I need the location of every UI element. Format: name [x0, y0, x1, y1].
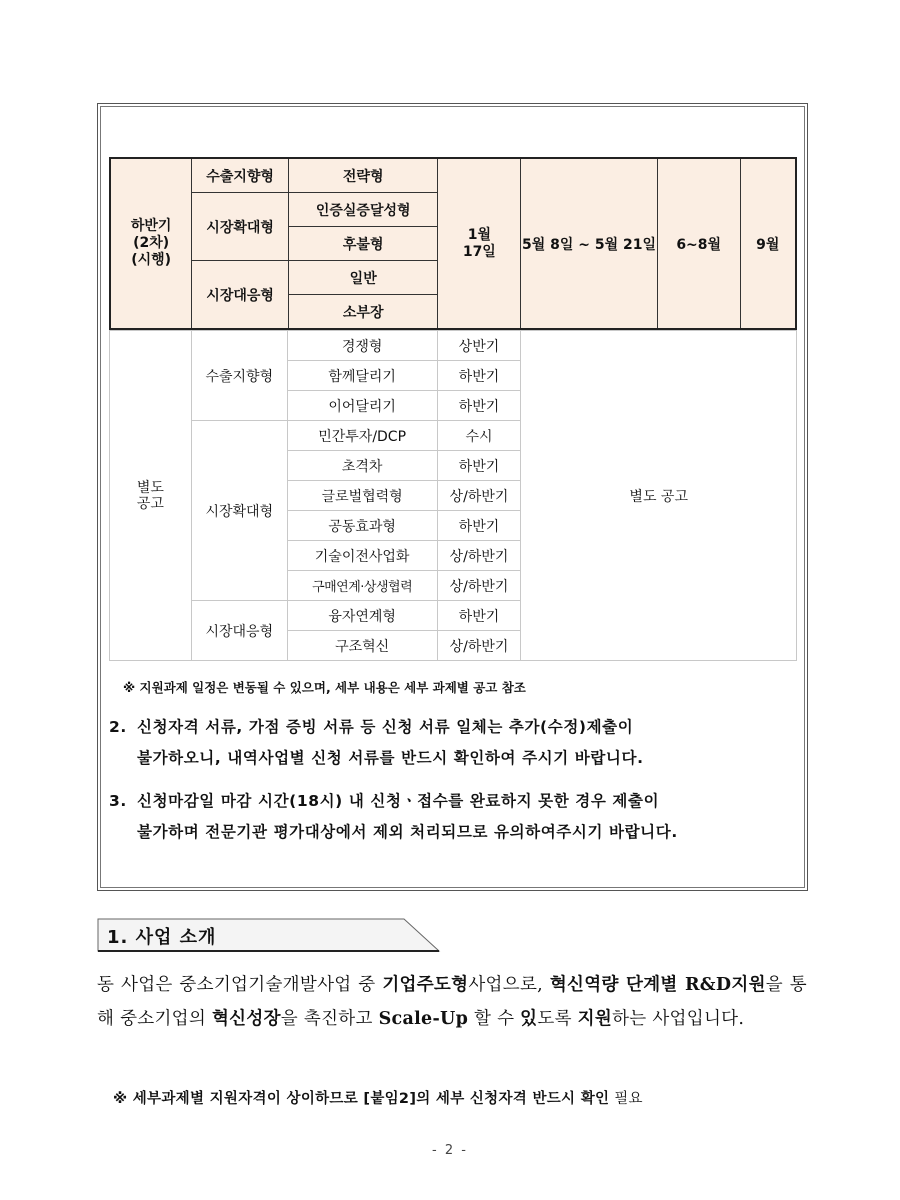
section-title: 1. 사업 소개 — [107, 927, 217, 948]
item-text-line: 불가하오니, 내역사업별 신청 서류를 반드시 확인하여 주시기 바랍니다. — [137, 749, 644, 767]
item-timing-cell: 하반기 — [437, 511, 521, 541]
item-text-line: 신청마감일 마감 시간(18시) 내 신청ㆍ접수를 완료하지 못한 경우 제출이 — [137, 792, 660, 810]
merged-note-cell: 별도 공고 — [521, 331, 797, 661]
type-cell: 소부장 — [288, 295, 438, 330]
item-name-cell: 함께달리기 — [287, 361, 437, 391]
notice-item-2 — [109, 712, 799, 774]
item-timing-cell: 하반기 — [437, 601, 521, 631]
schedule-table — [109, 157, 797, 330]
notice-date-cell: 1월 17일 — [438, 158, 521, 329]
agreement-cell: 9월 — [740, 158, 796, 329]
category-cell: 시장대응형 — [191, 601, 287, 661]
type-cell: 전략형 — [288, 158, 438, 193]
item-timing-cell: 상/하반기 — [437, 571, 521, 601]
category-cell: 시장확대형 — [191, 421, 287, 601]
notice-item-3 — [109, 786, 799, 848]
item-timing-cell: 상/하반기 — [437, 631, 521, 661]
item-timing-cell: 상반기 — [437, 331, 521, 361]
type-cell: 인증실증달성형 — [288, 193, 438, 227]
category-cell: 시장확대형 — [192, 193, 289, 261]
section-header — [97, 918, 437, 950]
item-name-cell: 경쟁형 — [287, 331, 437, 361]
item-name-cell: 구매연계·상생협력 — [287, 571, 437, 601]
item-timing-cell: 상/하반기 — [437, 481, 521, 511]
item-timing-cell: 수시 — [437, 421, 521, 451]
item-number: 3. — [109, 792, 127, 810]
item-name-cell: 이어달리기 — [287, 391, 437, 421]
type-cell: 후불형 — [288, 227, 438, 261]
separate-announcement-table — [109, 330, 797, 661]
group-label-cell: 별도 공고 — [110, 331, 192, 661]
category-cell: 시장대응형 — [192, 261, 289, 330]
item-number: 2. — [109, 718, 127, 736]
category-cell: 수출지향형 — [192, 158, 289, 193]
item-text-line: 불가하며 전문기관 평가대상에서 제외 처리되므로 유의하여주시기 바랍니다. — [137, 823, 678, 841]
item-text-line: 신청자격 서류, 가점 증빙 서류 등 신청 서류 일체는 추가(수정)제출이 — [137, 718, 634, 736]
intro-paragraph: 동 사업은 중소기업기술개발사업 중 기업주도형사업으로, 혁신역량 단계별 R&D지원을 통해 중소기업의 혁신성장을 촉진하고 Scale-Up 할 수 있도록 지원하는 사업입니다. — [97, 975, 807, 1029]
item-timing-cell: 상/하반기 — [437, 541, 521, 571]
period-cell: 하반기 (2차) (시행) — [110, 158, 192, 329]
category-cell: 수출지향형 — [191, 331, 287, 421]
application-period-cell: 5월 8일 ~ 5월 21일 — [521, 158, 658, 329]
item-name-cell: 융자연계형 — [287, 601, 437, 631]
type-cell: 일반 — [288, 261, 438, 295]
item-timing-cell: 하반기 — [437, 361, 521, 391]
item-name-cell: 공동효과형 — [287, 511, 437, 541]
item-name-cell: 구조혁신 — [287, 631, 437, 661]
schedule-note: ※ 지원과제 일정은 변동될 수 있으며, 세부 내용은 세부 과제별 공고 참조 — [123, 680, 526, 695]
evaluation-cell: 6~8월 — [657, 158, 740, 329]
item-name-cell: 글로벌협력형 — [287, 481, 437, 511]
item-name-cell: 기술이전사업화 — [287, 541, 437, 571]
item-name-cell: 민간투자/DCP — [287, 421, 437, 451]
item-name-cell: 초격차 — [287, 451, 437, 481]
item-timing-cell: 하반기 — [437, 451, 521, 481]
item-timing-cell: 하반기 — [437, 391, 521, 421]
page-number: - 2 - — [432, 1143, 468, 1158]
eligibility-note: ※ 세부과제별 지원자격이 상이하므로 [붙임2]의 세부 신청자격 반드시 확인 필요 — [113, 1091, 643, 1107]
